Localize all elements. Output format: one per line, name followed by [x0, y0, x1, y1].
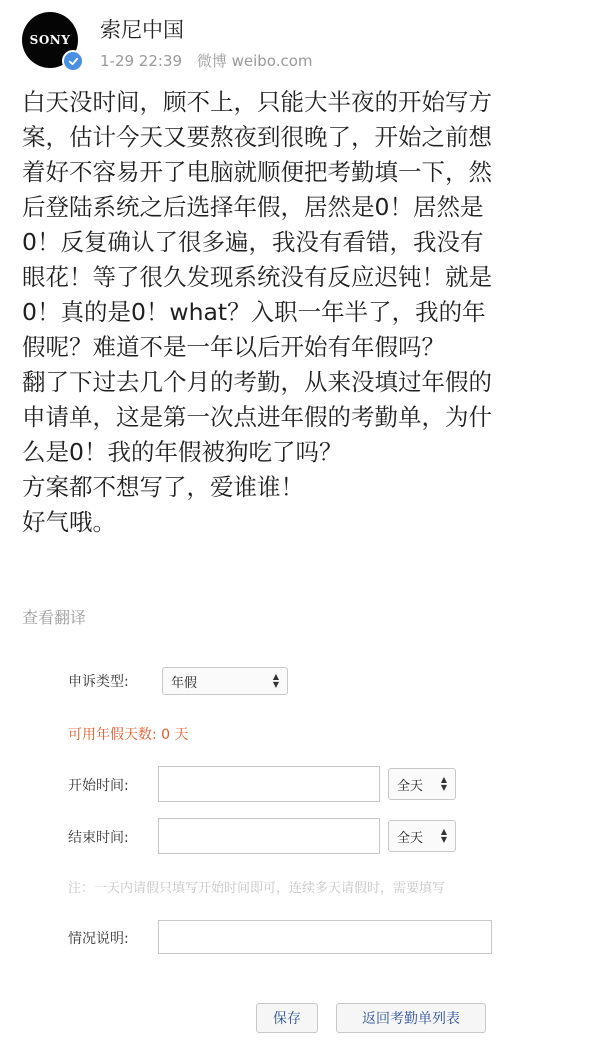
appeal-type-label: 申诉类型:: [68, 674, 129, 690]
leave-form-screenshot: [0, 640, 600, 1047]
start-period-value: 全天: [397, 778, 424, 794]
start-time-label: 开始时间:: [68, 778, 129, 794]
post-timestamp: 1-29 22:39: [100, 52, 183, 70]
avatar-logo-text: SONY: [29, 33, 71, 47]
leave-note-text: 注：一天内请假只填写开始时间即可，连续多天请假时，需要填写: [68, 881, 446, 896]
post-source: 微博 weibo.com: [196, 52, 313, 70]
start-time-input[interactable]: [158, 766, 380, 802]
end-period-value: 全天: [397, 830, 424, 846]
verified-badge-icon: [62, 50, 84, 72]
appeal-type-value: 年假: [171, 675, 198, 691]
appeal-type-select[interactable]: [162, 667, 288, 695]
post-meta: [100, 50, 323, 71]
author-name[interactable]: 索尼中国: [100, 18, 184, 42]
description-input[interactable]: [158, 920, 492, 954]
end-time-input[interactable]: [158, 818, 380, 854]
end-time-label: 结束时间:: [68, 830, 129, 846]
post-text: 白天没时间，顾不上，只能大半夜的开始写方 案，估计今天又要熬夜到很晚了，开始之前想 着好不容易开了电脑就顺便把考勤填一下，然 后登陆系统之后选择年假，居然是0！居然是 0！反复确认了很多遍，我没有看错，我没有 眼花！等了很久发现系统没有反应迟钝！就是 0！真的是0！what？入职一年半了，我的年 假呢？难道不是一年以后开始有年假吗？ 翻了下过去几个月的考勤，从来没填过年假的 申请单，这是第一次点进年假的考勤单，为什 么是0！我的年假被狗吃了吗？ 方案都不想写了，爱谁谁！ 好气哦。: [22, 88, 492, 536]
save-button[interactable]: 保存: [256, 1003, 318, 1033]
select-arrows-icon: ▲ ▼: [440, 827, 447, 844]
end-period-select[interactable]: [388, 820, 456, 852]
select-arrows-icon: ▲ ▼: [440, 775, 447, 792]
available-days-text: 可用年假天数: 0 天: [68, 727, 189, 743]
start-period-select[interactable]: [388, 768, 456, 800]
translate-link[interactable]: 查看翻译: [22, 608, 87, 627]
back-to-list-button[interactable]: 返回考勤单列表: [336, 1003, 486, 1033]
select-arrows-icon: ▲ ▼: [272, 672, 279, 689]
description-label: 情况说明:: [68, 931, 129, 947]
